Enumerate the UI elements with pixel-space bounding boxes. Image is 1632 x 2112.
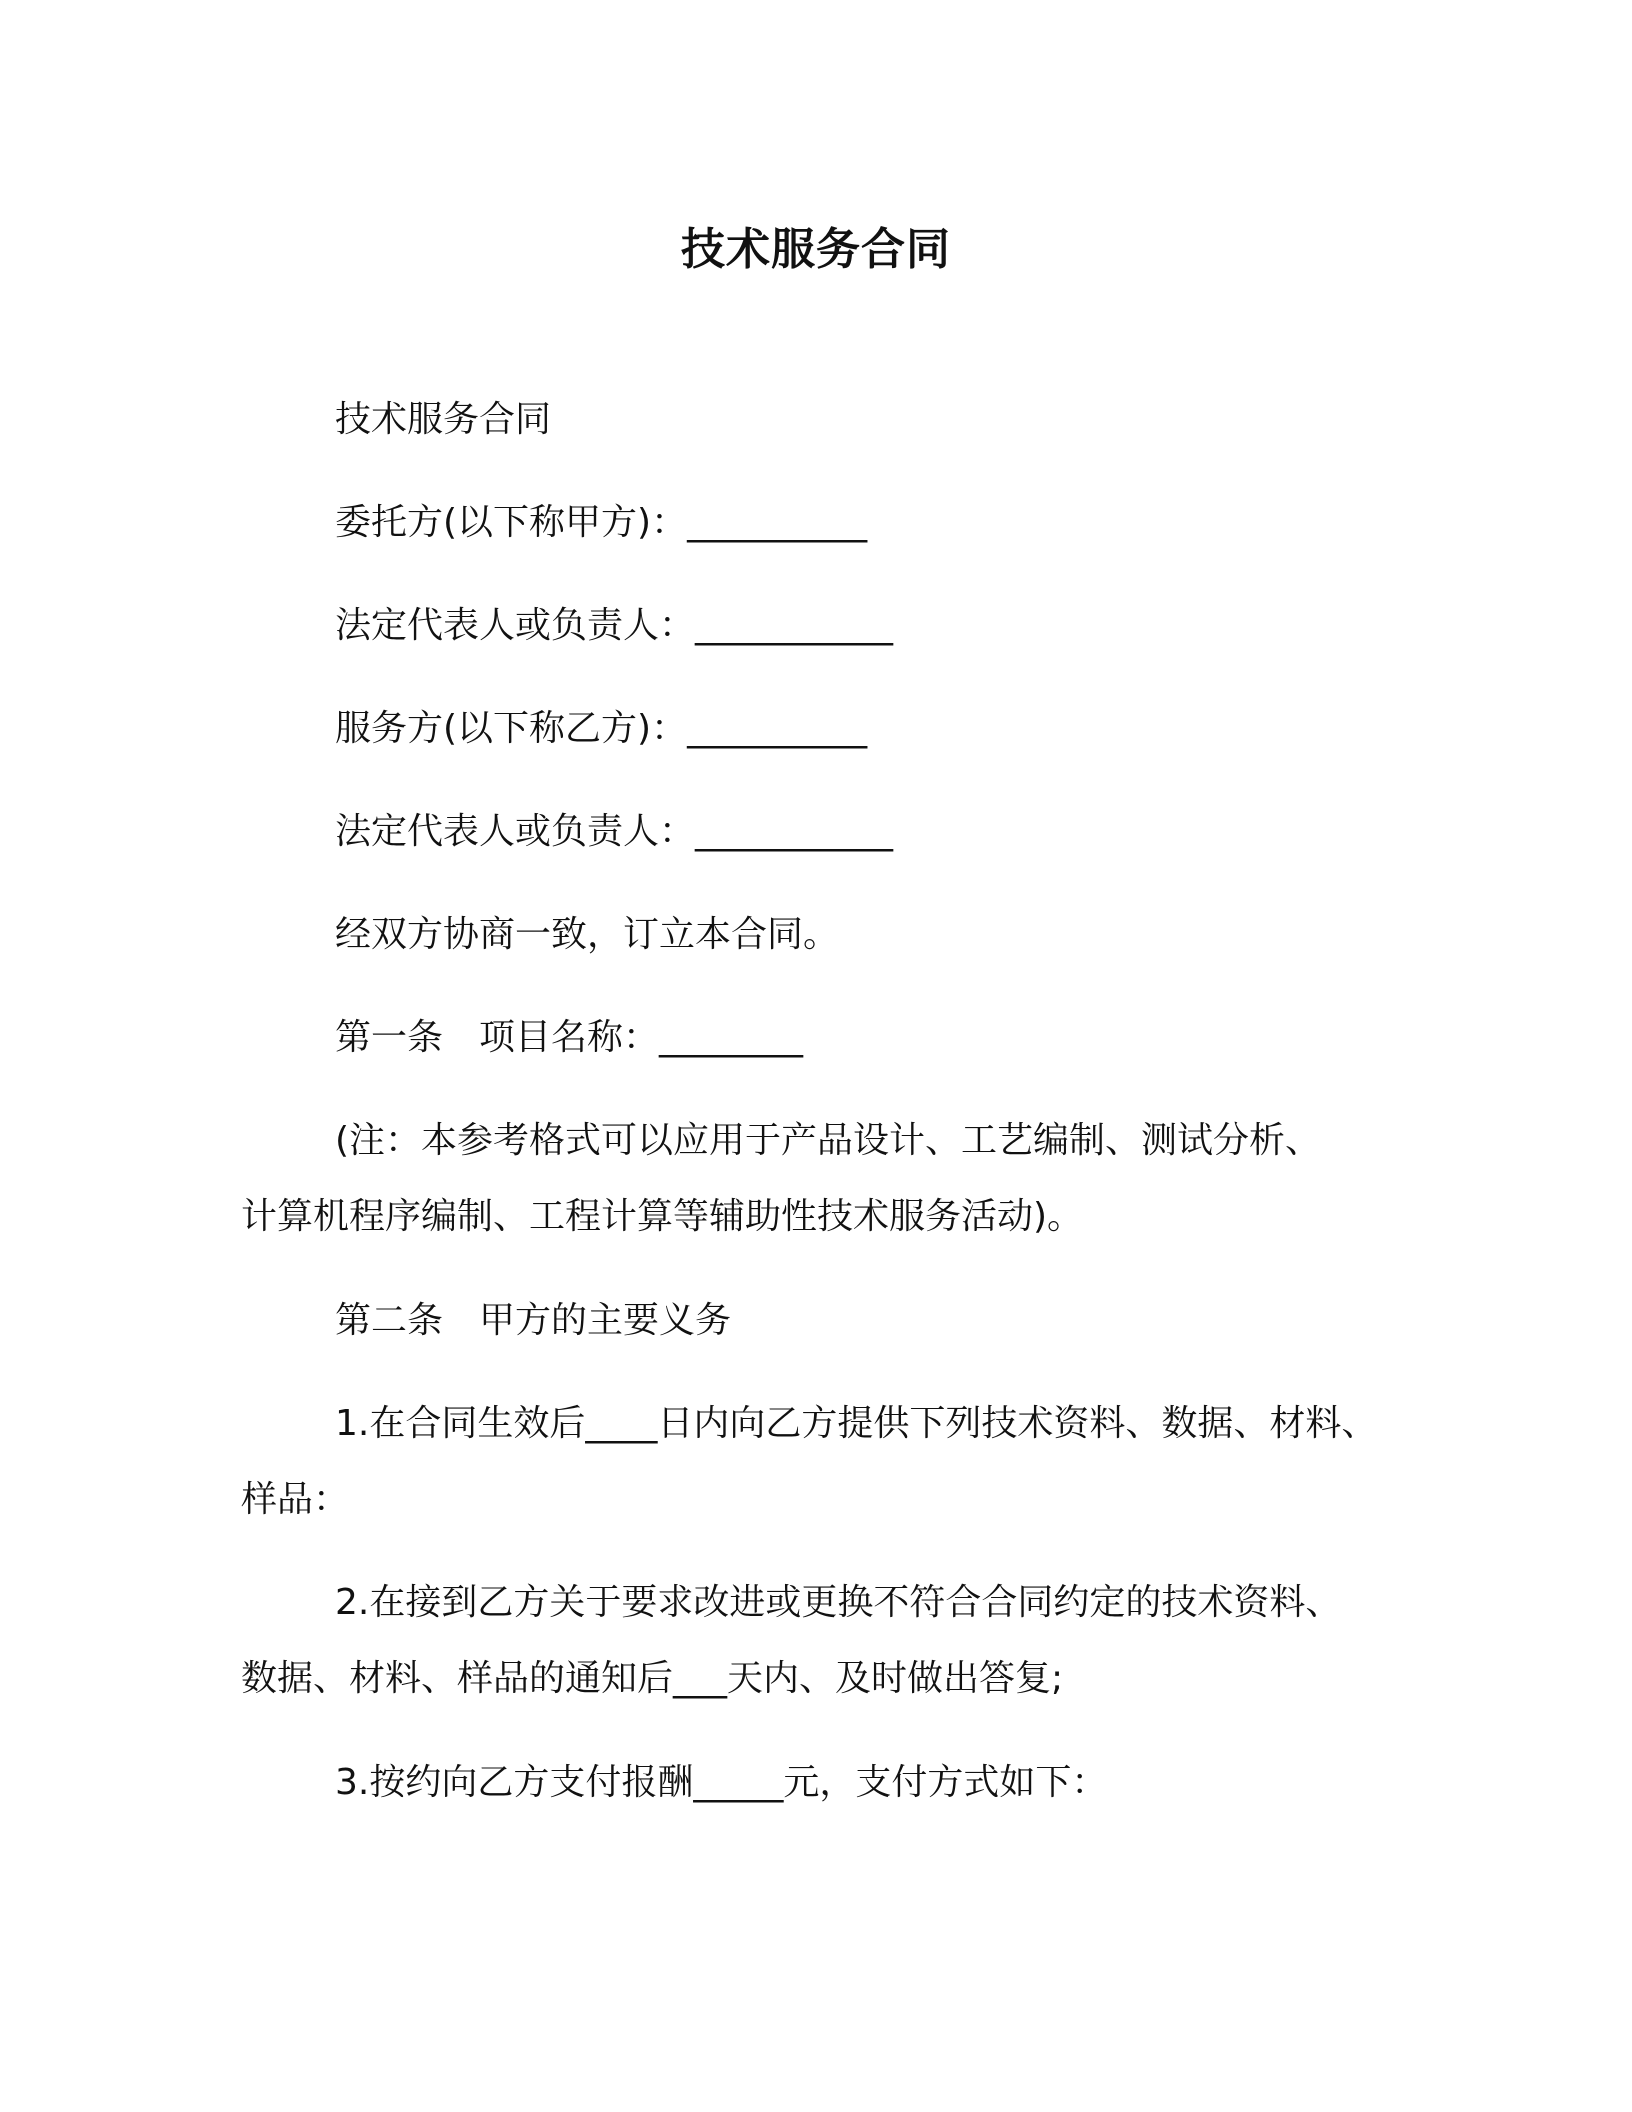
paragraph-line: 法定代表人或负责人：___________ <box>335 605 894 646</box>
paragraph-article-1 <box>241 1000 1411 1076</box>
paragraph-agreement <box>241 897 1411 973</box>
paragraph-line: 数据、材料、样品的通知后___天内、及时做出答复; <box>241 1658 1064 1699</box>
paragraph-party-a <box>241 485 1411 561</box>
paragraph-line: 样品： <box>241 1479 350 1520</box>
paragraph-item-2 <box>241 1565 1411 1717</box>
paragraph-line: 技术服务合同 <box>335 399 552 440</box>
paragraph-line: 第二条 甲方的主要义务 <box>335 1300 732 1341</box>
paragraph-line: 1.在合同生效后____日内向乙方提供下列技术资料、数据、材料、 <box>335 1403 1378 1444</box>
paragraph-line: 计算机程序编制、工程计算等辅助性技术服务活动)。 <box>241 1196 1084 1237</box>
paragraph-heading <box>241 382 1411 458</box>
paragraph-line: 3.按约向乙方支付报酬_____元，支付方式如下： <box>335 1762 1108 1803</box>
paragraph-line: 经双方协商一致，订立本合同。 <box>335 914 840 955</box>
paragraph-note <box>241 1103 1411 1255</box>
paragraph-line: (注：本参考格式可以应用于产品设计、工艺编制、测试分析、 <box>335 1120 1322 1161</box>
paragraph-item-3 <box>241 1745 1411 1821</box>
paragraph-line: 2.在接到乙方关于要求改进或更换不符合合同约定的技术资料、 <box>335 1582 1342 1623</box>
paragraph-line: 法定代表人或负责人：___________ <box>335 811 894 852</box>
document-title: 技术服务合同 <box>681 224 951 275</box>
paragraph-line: 第一条 项目名称：________ <box>335 1017 804 1058</box>
paragraph-line: 委托方(以下称甲方)：__________ <box>335 502 868 543</box>
paragraph-article-2 <box>241 1283 1411 1359</box>
paragraph-item-1 <box>241 1386 1411 1538</box>
paragraph-party-b <box>241 691 1411 767</box>
paragraph-line: 服务方(以下称乙方)：__________ <box>335 708 868 749</box>
paragraph-party-b-representative <box>241 794 1411 870</box>
paragraph-party-a-representative <box>241 588 1411 664</box>
